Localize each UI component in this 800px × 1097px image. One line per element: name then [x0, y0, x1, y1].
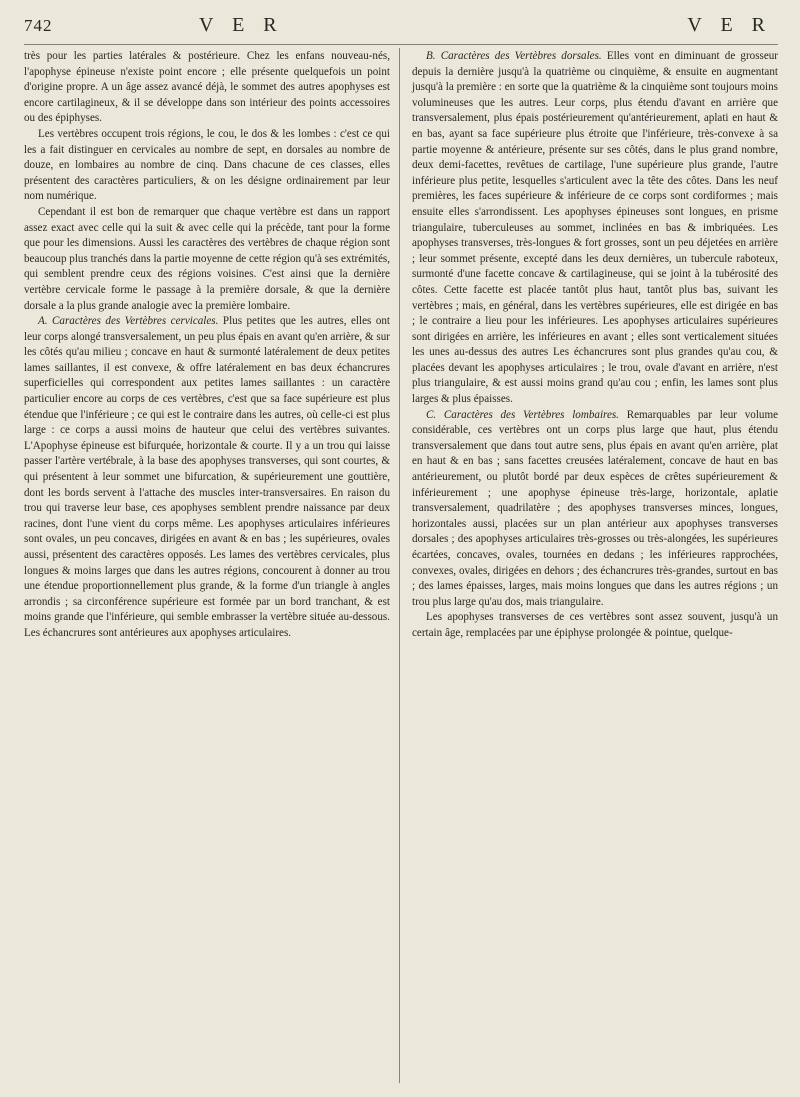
page-number: 742 — [24, 16, 53, 35]
running-head-left: V E R — [199, 14, 284, 36]
paragraph: très pour les parties latérales & postérieure. Chez les enfans nouveau-nés, l'apophyse épineuse n'existe point encore ; elle présente quelquefois un point d'origine propre. A un âge assez avancé déjà, le sommet des autres apophyses est encore cartilagineux, & il se développe dans son intérieur des points accessoires ou des épiphyses. — [24, 50, 390, 125]
left-column — [24, 49, 390, 642]
paragraph-body: Plus petites que les autres, elles ont leur corps alongé transversalement, un peu plus épais en avant qu'en arrière, & sur les côtés qu'au milieu ; concave en haut & surmonté latéralement de deux petites lames saillantes, il est convexe, & offre latéralement en bas deux échancrures superficielles qui correspondent aux petites lames saillantes : un caractère particulier encore au corps de ces vertèbres, c'est que sa face supérieure est plus étendue que l'inférieure ; ce qui est le contraire dans les autres, où celle-ci est plus large : ce corps a aussi moins de hauteur que celui des vertèbres suivantes. L'Apophyse épineuse est bifurquée, horizontale & courte. Il y a un trou qui laisse passer l'artère vertébrale, à la base des apophyses transverses, qui sont courtes, & qui présentent à leur sommet une bifurcation, & supérieurement une gouttière, dont les bords servent à l'attache des muscles inter-transversaires. En raison du trou qui traverse leur base, ces apophyses semblent prendre naissance par deux racines, dont l'une vient du corps même. Les apophyses articulaires inférieures sont ovales, un peu concaves, dirigées en avant & en bas ; les supérieures, ovales aussi, présentent des caractères opposés. Les lames des vertèbres cervicales, plus longues & moins larges que dans les autres régions, concourent à donner au trou une étendue proportionnellement plus grande, & la forme d'un triangle à angles arrondis ; sa circonférence supérieure est formée par un bord tranchant, & est moins grande que l'inférieure, qui semble embrasser la vertèbre située au-dessous. Les échancrures sont antérieures aux apophyses articulaires. — [24, 315, 390, 639]
right-column — [412, 49, 778, 642]
section-heading: C. Caractères des Vertèbres lombaires. — [426, 408, 619, 421]
paragraph: Cependant il est bon de remarquer que chaque vertèbre est dans un rapport assez exact avec celle qui la suit & avec celle qui la précède, tant pour la forme que pour les dimensions. Aussi les caractères des vertèbres de chaque région sont beaucoup plus tranchés dans la partie moyenne de cette région qu'à ses extrémités, qui semblent prendre ceux des régions voisines. C'est ainsi que la dernière vertèbre cervicale forme le passage à la première dorsale, & que la dernière dorsale a la plus grande analogie avec la première lombaire. — [24, 205, 390, 312]
text-columns — [24, 49, 778, 642]
page-header — [24, 14, 778, 45]
paragraph — [412, 49, 778, 408]
paragraph — [412, 408, 778, 611]
paragraph-body: Elles vont en diminuant de grosseur depuis la dernière jusqu'à la quatrième ou cinquième, & ensuite en augmentant jusqu'à la première : en sorte que la quatrième & la cinquième sont toujours moins volumineuses que les autres. Leur corps, plus étendu d'avant en arrière que transversalement, plus épais postérieurement qu'antérieurement, aplati en haut & en bas, ayant sa face supérieure plus étroite que l'inférieure, très-convexe à sa partie moyenne & antérieure, présente sur ses côtés, dans le plus grand nombre, deux demi-facettes, revêtues de cartilage, l'une supérieure plus grande, l'autre inférieure plus petite, lesquelles s'articulent avec la tête des côtes. Dans les neuf premières, les faces supérieure & inférieure de ce corps sont cordiformes ; mais ensuite elles s'arrondissent. Les apophyses épineuses sont longues, en prisme triangulaire, tuberculeuses au sommet, inclinées en bas & imbriquées. Les apophyses transverses, très-longues & fort grosses, sont un peu déjetées en arrière ; leur sommet présente, excepté dans les deux dernières, un tubercule raboteux, surmonté d'une facette concave & cartilagineuse, qui se joint à la tubérosité des côtes. Cette facette est placée tantôt plus haut, tantôt plus bas, suivant les vertèbres ; mais, en général, dans les vertèbres supérieures, elle est dirigée en bas ; le contraire a lieu pour les inférieures. Les apophyses articulaires supérieures sont dirigées en arrière, les inférieures en avant ; elles sont verticalement situées les unes au-dessus des autres Les échancrures sont plus grandes qu'au cou, & placées devant les apophyses articulaires ; le trou, ovale d'avant en arrière, n'est plus triangulaire, & est aussi moins grand qu'au cou ; enfin, les lames sont plus larges & plus épaisses. — [412, 50, 778, 406]
paragraph — [24, 314, 390, 641]
paragraph: Les vertèbres occupent trois régions, le cou, le dos & les lombes : c'est ce qui les a fait distinguer en cervicales au nombre de sept, en dorsales au nombre de douze, en lombaires au nombre de cinq. Dans chacune de ces classes, elles présentent des caractères particuliers, & on les désigne ordinairement par leur nom numérique. — [24, 127, 390, 203]
section-heading: A. Caractères des Vertèbres cervicales. — [38, 315, 219, 328]
paragraph-body: Remarquables par leur volume considérable, ces vertèbres ont un corps plus large que haut, plus étendu transversalement que dans tout autre sens, plus épais en avant qu'en arrière, plat en haut & en bas ; sans facettes creusées latéralement, concave de haut en bas antérieurement, ou plutôt bordé par deux espèces de crêtes supérieurement & inférieurement ; une apophyse épineuse très-large, horizontale, aplatie transversalement, quadrilatère ; des apophyses transverses minces, longues, horizontales aussi, placées sur un plan antérieur aux apophyses transverses dorsales ; des apophyses articulaires très-grosses ou très-alongées, les supérieures écartées, concaves, ovales, tournées en dedans ; les inférieures rapprochées, convexes, ovales, dirigées en dehors ; des échancrures très-grandes, surtout en bas ; des lames épaisses, larges, mais moins longues que dans les autres régions ; un trou plus large qu'au dos, mais triangulaire. — [412, 408, 778, 608]
section-heading: B. Caractères des Vertèbres dorsales. — [426, 50, 602, 62]
paragraph: Les apophyses transverses de ces vertèbres sont assez souvent, jusqu'à un certain âge, remplacées par une épiphyse prolongée & pointue, quelque- — [412, 611, 778, 639]
column-divider — [399, 48, 400, 1083]
running-head-right: V E R — [687, 14, 772, 36]
